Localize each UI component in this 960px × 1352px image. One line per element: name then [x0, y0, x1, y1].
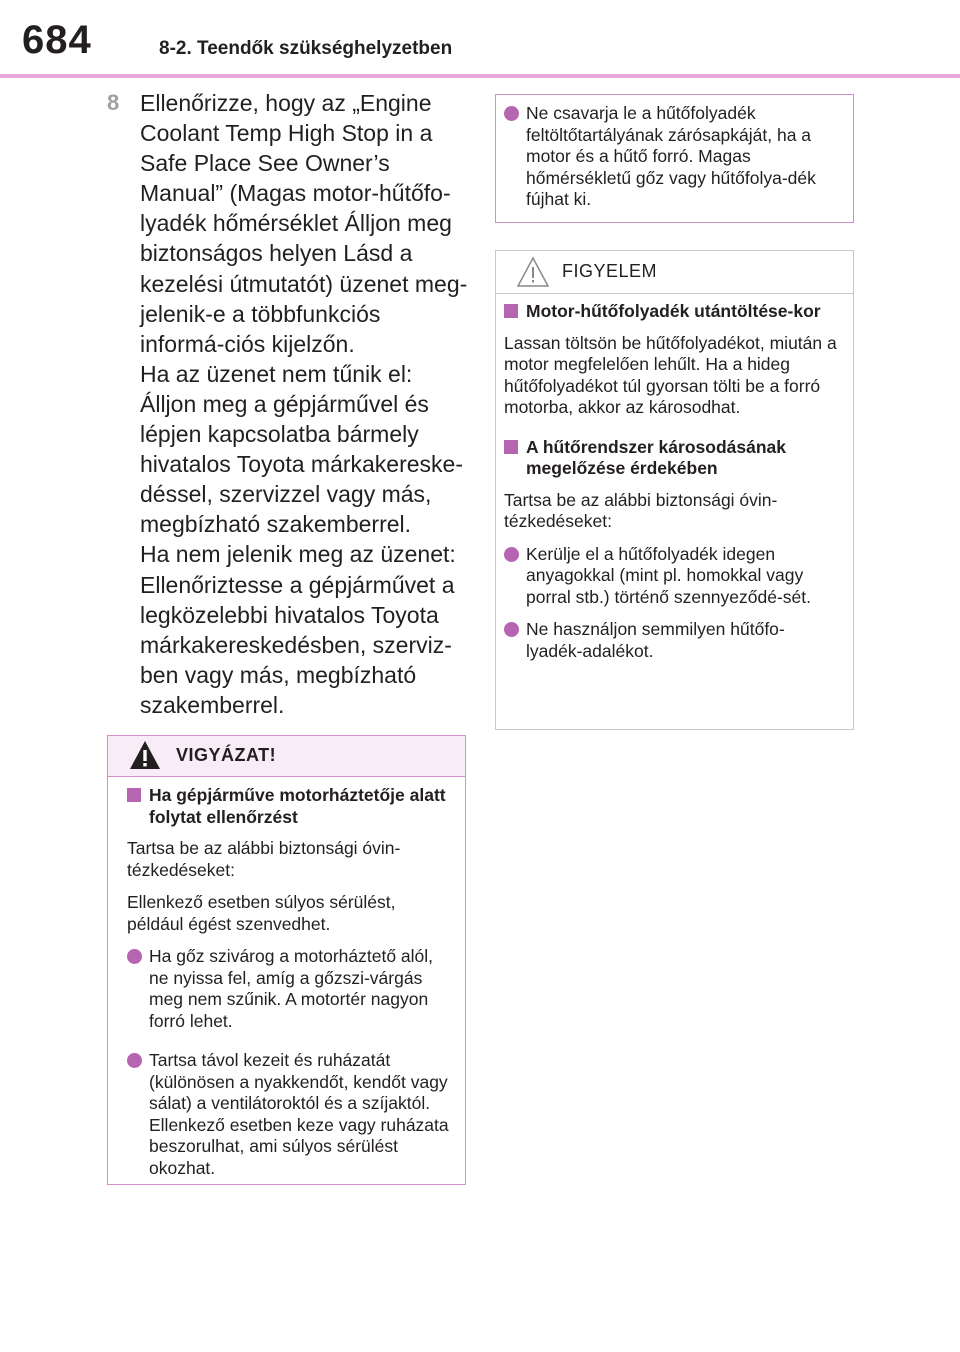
- page-header: [0, 0, 960, 80]
- caution-triangle-icon: [516, 256, 550, 288]
- warning-box-header: [108, 736, 465, 777]
- round-bullet-icon: [504, 622, 519, 637]
- warning-box: [107, 735, 466, 1185]
- warning-bullet-1: Ha gőz szivárog a motorháztető alól, ne nyissa fel, amíg a gőzszi-várgás meg nem szűnik. A motortér nagyon forró lehet.: [127, 946, 451, 1032]
- round-bullet-icon: [127, 949, 142, 964]
- step-paragraph-3: Ha nem jelenik meg az üzenet: Ellenőriztesse a gépjárművet a legközelebbi hivatalos Toyota márkakereskedésben, szerviz-ben vagy más, megbízható szakemberrel.: [140, 541, 456, 718]
- warning-paragraph-1: Tartsa be az alábbi biztonsági óvin-tézkedéseket:: [127, 838, 401, 880]
- page-number: 684: [22, 18, 92, 62]
- notice-heading-2: A hűtőrendszer károsodásának megelőzése érdekében: [504, 437, 839, 480]
- notice-paragraph-1: Lassan töltsön be hűtőfolyadékot, miután a motor megfelelően lehűlt. Ha a hideg hűtőfolyadékot túl gyorsan tölti be a forró motorba, akkor az károsodhat.: [504, 332, 837, 417]
- section-title: 8-2. Teendők szükséghelyzetben: [159, 38, 453, 59]
- notice-heading-1: Motor-hűtőfolyadék utántöltése-kor: [504, 301, 839, 323]
- warning-triangle-icon: [128, 739, 162, 771]
- notice-bullet-2: Ne használjon semmilyen hűtőfo-lyadék-adalékot.: [504, 619, 839, 662]
- warning-bullet-2: Tartsa távol kezeit és ruházatát (különösen a nyakkendőt, kendőt vagy sálat) a ventilátoroktól és a szíjaktól. Ellenkező esetben keze vagy ruházata beszorulhat, ami súlyos sérülést okozhat.: [127, 1050, 451, 1179]
- step-text: [140, 88, 470, 720]
- round-bullet-icon: [127, 1053, 142, 1068]
- header-rule: [0, 74, 960, 78]
- notice-bullet-1: Kerülje el a hűtőfolyadék idegen anyagokkal (mint pl. homokkal vagy porral stb.) történő szennyeződé-sét.: [504, 544, 839, 609]
- square-bullet-icon: [504, 304, 518, 318]
- warning-heading: Ha gépjárműve motorháztetője alatt folytat ellenőrzést: [127, 785, 451, 828]
- square-bullet-icon: [127, 788, 141, 802]
- notice-title: FIGYELEM: [562, 261, 658, 281]
- round-bullet-icon: [504, 106, 519, 121]
- notice-box-header: [496, 251, 853, 294]
- step-number: 8: [107, 90, 120, 115]
- warning-paragraph-2: Ellenkező esetben súlyos sérülést, például égést szenvedhet.: [127, 892, 396, 934]
- square-bullet-icon: [504, 440, 518, 454]
- step-paragraph-2: Ha az üzenet nem tűnik el: Álljon meg a gépjárművel és lépjen kapcsolatba bármely hivatalos Toyota márkakereske-déssel, szervizzel vagy más, megbízható szakemberrel.: [140, 360, 463, 538]
- notice-paragraph-2: Tartsa be az alábbi biztonsági óvin-tézkedéseket:: [504, 489, 778, 531]
- warning-continued-bullet-1: Ne csavarja le a hűtőfolyadék feltöltőtartályának zárósapkáját, ha a motor és a hűtő forró. Magas hőmérsékletű gőz vagy hűtőfolya-dék fújhat ki.: [504, 103, 839, 211]
- step-paragraph-1: Ellenőrizze, hogy az „Engine Coolant Temp High Stop in a Safe Place See Owner’s Manual” (Magas motor-hűtőfo-lyadék hőmérséklet Álljon meg biztonságos helyen Lásd a kezelési útmutatót) üzenet meg-jelenik-e a többfunkciós informá-ciós kijelzőn.: [140, 90, 468, 357]
- warning-title: VIGYÁZAT!: [176, 745, 277, 765]
- warning-continued-box: [495, 94, 854, 223]
- notice-box: [495, 250, 854, 730]
- round-bullet-icon: [504, 547, 519, 562]
